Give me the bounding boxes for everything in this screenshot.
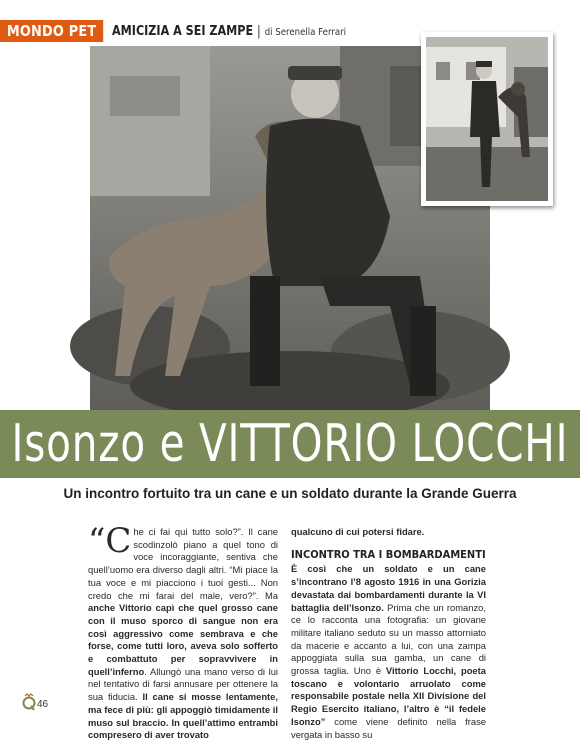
section-name: AMICIZIA A SEI ZAMPE bbox=[112, 23, 254, 39]
body-text-bold: Il cane si mosse lentamente, ma fece di più: gli appoggiò timidamente il muso sul braccio. In quell’attimo entrambi compresero di aver trovato bbox=[88, 691, 278, 741]
body-paragraph bbox=[291, 563, 486, 741]
page-header bbox=[0, 20, 384, 42]
magazine-logo-icon bbox=[22, 693, 36, 711]
body-text: he ci fai qui tutto solo?”. Il cane scodinzolò piano a quel tono di voce incoraggiante, sentiva che quell’uomo era diverso dagli altri. “Mi piace la tua voce e mi piacciono i tuoi gesti... Non credo che mi farai del male, vero?”. Ma bbox=[88, 526, 278, 601]
article-subtitle: Un incontro fortuito tra un cane e un soldato durante la Grande Guerra bbox=[63, 486, 517, 501]
title-band bbox=[0, 410, 580, 478]
photo-soldier-standing-with-dog bbox=[426, 37, 548, 201]
body-text-bold: Vittorio Locchi, poeta toscano e volontario arruolato come responsabile postale nella XII Divisione del Regio Esercito italiano, l’altro è “il fedele Isonzo” bbox=[291, 665, 486, 727]
body-column-right bbox=[291, 526, 486, 741]
inset-photo bbox=[421, 32, 553, 206]
article-title: Isonzo e VITTORIO LOCCHI bbox=[11, 414, 569, 474]
body-text-bold: anche Vittorio capì che quel grosso cane con il muso sporco di sangue non era così aggressivo come sembrava e che forse, come tutti loro, aveva solo sofferto e combattuto per sopravvivere in quell’inferno bbox=[88, 602, 278, 677]
page-footer bbox=[22, 693, 48, 711]
drop-cap: “C bbox=[88, 521, 132, 561]
section-tag: MONDO PET bbox=[0, 20, 103, 42]
body-column-left bbox=[88, 521, 278, 742]
page-number: 46 bbox=[37, 698, 49, 710]
body-text: come viene definito nella frase vergata in basso su bbox=[291, 715, 486, 740]
body-text-bold: qualcuno di cui potersi fidare. bbox=[291, 526, 425, 537]
header-separator: | bbox=[257, 23, 261, 39]
body-text: Prima che un romanzo, ce lo racconta una fotografia: un giovane militare italiano seduto su un masso attorniato da macerie e accanto a lui, con una zampa appoggiata sulla sua gamba, un cane di grossa taglia. Uno è bbox=[291, 601, 486, 677]
section-heading: INCONTRO TRA I BOMBARDAMENTI bbox=[291, 547, 486, 561]
body-text: . Allungò una mano verso di lui nel tentativo di farsi annusare per ottenere la sua fiducia. bbox=[88, 665, 278, 703]
author-credit: di Serenella Ferrari bbox=[264, 26, 347, 38]
section-title bbox=[112, 24, 346, 39]
body-text-bold: È così che un soldato e un cane s’incontrano l’8 agosto 1916 in una Gorizia devastata dai bombardamenti durante la VI battaglia dell’Isonzo. bbox=[291, 563, 486, 613]
